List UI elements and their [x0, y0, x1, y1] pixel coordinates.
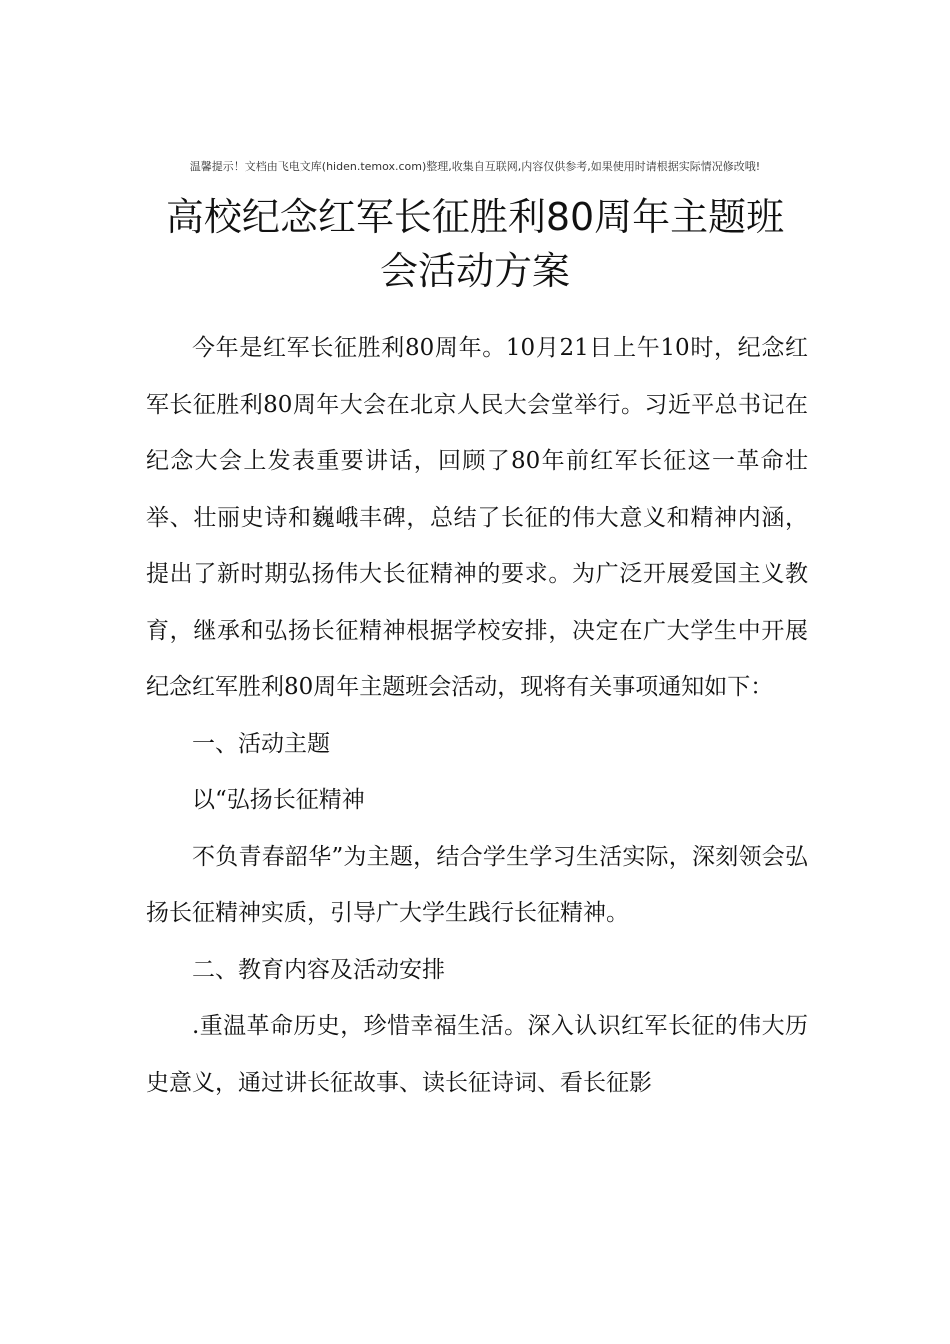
download-notice: 温馨提示！文档由飞电文库(hiden.temox.com)整理,收集自互联网,内容仅供参考,如果使用时请根据实际情况修改哦! [189, 160, 761, 173]
section-heading-theme: 一、活动主题 [192, 730, 330, 757]
theme-paragraph-start: 以“弘扬长征精神 [192, 787, 365, 813]
section-heading-content: 二、教育内容及活动安排 [192, 956, 445, 983]
document-title [100, 190, 850, 298]
document-body [146, 320, 808, 1111]
title-line-1: 高校纪念红军长征胜利80周年主题班 [165, 195, 785, 239]
content-paragraph: .重温革命历史，珍惜幸福生活。深入认识红军长征的伟大历史意义，通过讲长征故事、读长征诗词、看长征影 [146, 1013, 808, 1096]
theme-paragraph: 不负青春韶华”为主题，结合学生学习生活实际，深刻领会弘扬长征精神实质，引导广大学生践行长征精神。 [146, 843, 808, 926]
title-line-2: 会活动方案 [379, 249, 570, 293]
intro-paragraph: 今年是红军长征胜利80周年。10月21日上午10时，纪念红军长征胜利80周年大会在北京人民大会堂举行。习近平总书记在纪念大会上发表重要讲话，回顾了80年前红军长征这一革命壮举、壮丽史诗和巍峨丰碑，总结了长征的伟大意义和精神内涵，提出了新时期弘扬伟大长征精神的要求。为广泛开展爱国主义教育，继承和弘扬长征精神根据学校安排，决定在广大学生中开展纪念红军胜利80周年主题班会活动，现将有关事项通知如下： [146, 335, 808, 700]
